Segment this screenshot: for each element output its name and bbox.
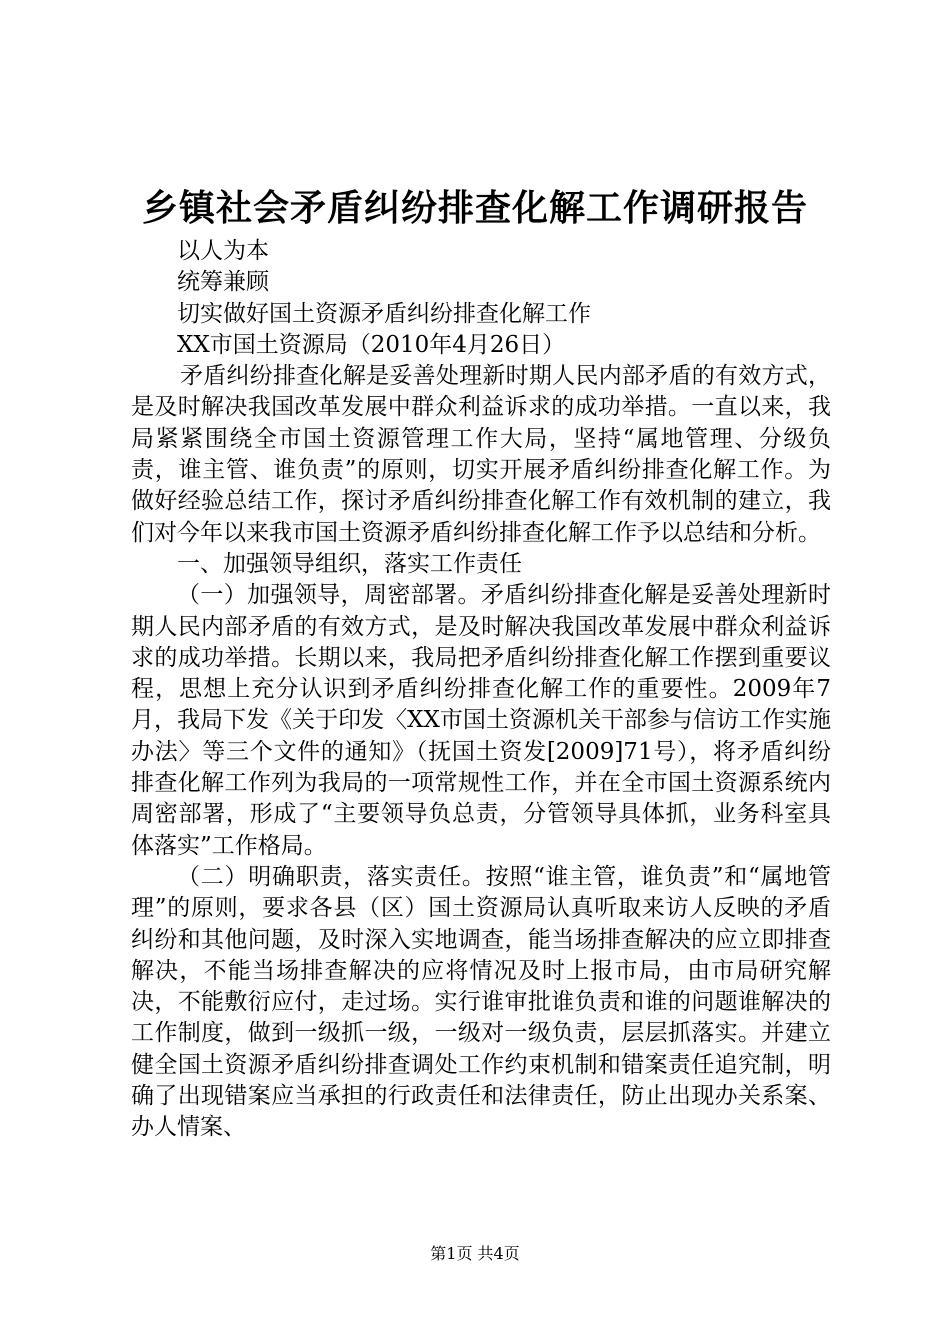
document-body <box>131 236 831 1144</box>
body-paragraph: （一）加强领导，周密部署。矛盾纠纷排查化解是妥善处理新时期人民内部矛盾的有效方式，是及时解决我国改革发展中群众利益诉求的成功举措。长期以来，我局把矛盾纠纷排查化解工作摆到重要议程，思想上充分认识到矛盾纠纷排查化解工作的重要性。2009年7月，我局下发《关于印发〈XX市国土资源机关干部参与信访工作实施办法〉等三个文件的通知》（抚国土资发[2009]71号），将矛盾纠纷排查化解工作列为我局的一项常规性工作，并在全市国土资源系统内周密部署，形成了“主要领导负总责，分管领导具体抓，业务科室具体落实”工作格局。 <box>131 582 831 859</box>
page-footer: 第1页 共4页 <box>430 1244 520 1263</box>
subtitle-line: 以人为本 <box>177 238 269 264</box>
body-paragraph: （二）明确职责，落实责任。按照“谁主管，谁负责”和“属地管理”的原则，要求各县（区）国土资源局认真听取来访人反映的矛盾纠纷和其他问题，及时深入实地调查，能当场排查解决的应立即排查解决，不能当场排查解决的应将情况及时上报市局，由市局研究解决，不能敷衍应付，走过场。实行谁审批谁负责和谁的问题谁解决的工作制度，做到一级抓一级，一级对一级负责，层层抓落实。并建立健全国土资源矛盾纠纷排查调处工作约束机制和错案责任追究制，明确了出现错案应当承担的行政责任和法律责任，防止出现办关系案、办人情案、 <box>131 863 831 1141</box>
subtitle-line: 统筹兼顾 <box>177 269 269 296</box>
section-heading: 一、加强领导组织，落实工作责任 <box>177 550 522 577</box>
subtitle-line: 切实做好国土资源矛盾纠纷排查化解工作 <box>177 300 591 327</box>
body-paragraph: 矛盾纠纷排查化解是妥善处理新时期人民内部矛盾的有效方式，是及时解决我国改革发展中群众利益诉求的成功举措。一直以来，我局紧紧围绕全市国土资源管理工作大局，坚持“属地管理、分级负责，谁主管、谁负责”的原则，切实开展矛盾纠纷排查化解工作。为做好经验总结工作，探讨矛盾纠纷排查化解工作有效机制的建立，我们对今年以来我市国土资源矛盾纠纷排查化解工作予以总结和分析。 <box>131 363 831 546</box>
document-title: 乡镇社会矛盾纠纷排查化解工作调研报告 <box>141 187 808 229</box>
author-date-line: XX市国土资源局（2010年4月26日） <box>177 331 566 358</box>
